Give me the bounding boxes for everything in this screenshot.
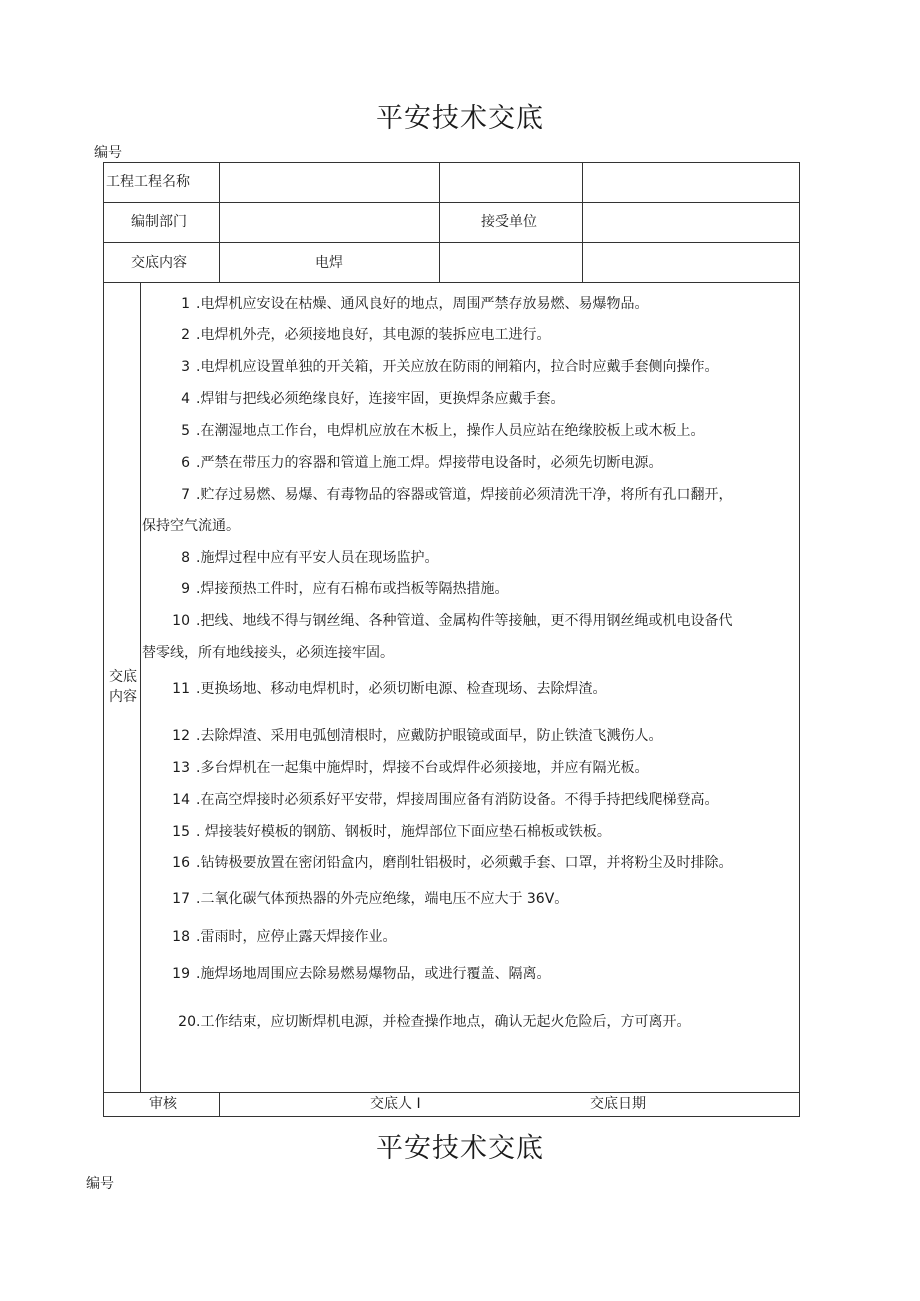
item-text: .焊钳与把线必须绝缘良好，连接牢固，更换焊条应戴手套。 <box>196 391 565 407</box>
col-divider <box>140 282 141 1092</box>
project-name-label: 工程工程名称 <box>106 174 190 190</box>
review-label: 审核 <box>149 1096 177 1112</box>
item-number: 1 <box>181 296 190 312</box>
item-text: .多台焊机在一起集中施焊时，焊接不台或焊件必须接地，并应有隔光板。 <box>196 760 649 776</box>
item-number: 18 <box>172 929 190 945</box>
list-item <box>142 853 794 873</box>
item-number: 19 <box>172 966 190 982</box>
item-number: 12 <box>172 728 190 744</box>
item-number: 16 <box>172 855 190 871</box>
content-value: 电焊 <box>315 255 343 271</box>
item-text: .焊接预热工件时，应有石棉布或挡板等隔热措施。 <box>196 581 509 597</box>
list-item <box>142 889 794 909</box>
list-item <box>142 453 794 473</box>
list-item <box>142 927 794 947</box>
page-title: 平安技术交底 <box>376 103 544 134</box>
item-number: 13 <box>172 760 190 776</box>
item-number: 9 <box>181 581 190 597</box>
page-title-next: 平安技术交底 <box>376 1133 544 1164</box>
list-item <box>142 294 794 314</box>
list-item <box>142 579 794 599</box>
item-text: .贮存过易燃、易爆、有毒物品的容器或管道，焊接前必须清洗干净，将所有孔口翻开， <box>196 487 733 503</box>
list-item <box>142 790 794 810</box>
number-label: 编号 <box>94 145 122 161</box>
dept-label: 编制部门 <box>131 214 187 230</box>
content-label: 交底内容 <box>131 255 187 271</box>
row-divider <box>104 242 799 243</box>
item-text: .把线、地线不得与钢丝绳、各种管道、金属构件等接触，更不得用钢丝绳或机电设备代 <box>196 613 733 629</box>
item-text: .雷雨时，应停止露天焊接作业。 <box>196 929 397 945</box>
side-label-line: 内容 <box>109 689 137 705</box>
item-text: .去除焊渣、采用电弧刨清根时，应戴防护眼镜或面早，防止铁渣飞溅伤人。 <box>196 728 663 744</box>
row-divider <box>104 202 799 203</box>
item-text: .在潮湿地点工作台，电焊机应放在木板上，操作人员应站在绝缘胶板上或木板上。 <box>196 423 705 439</box>
list-item <box>142 325 794 345</box>
item-text: .电焊机应设置单独的开关箱，开关应放在防雨的闸箱内，拉合时应戴手套侧向操作。 <box>196 359 719 375</box>
list-item-continuation: 保持空气流通。 <box>142 518 240 534</box>
item-text: .电焊机外壳，必须接地良好，其电源的装拆应电工进行。 <box>196 327 551 343</box>
item-number: 20 <box>178 1014 196 1030</box>
item-number: 14 <box>172 792 190 808</box>
list-item <box>142 357 794 377</box>
list-item-continuation: 替零线，所有地线接头，必须连接牢固。 <box>142 645 394 661</box>
item-number: 17 <box>172 891 190 907</box>
row-divider <box>104 1092 799 1093</box>
item-number: 10 <box>172 613 190 629</box>
item-text: .二氧化碳气体预热器的外壳应绝缘，端电压不应大于 36V。 <box>196 891 569 907</box>
list-item <box>142 726 794 746</box>
item-number: 6 <box>181 455 190 471</box>
item-number: 8 <box>181 550 190 566</box>
item-text: . 焊接装好模板的钢筋、钢板时，施焊部位下面应垫石棉板或铁板。 <box>196 824 611 840</box>
col-divider <box>219 1092 220 1117</box>
list-item <box>142 1012 794 1032</box>
item-text: .施焊场地周围应去除易燃易爆物品，或进行覆盖、隔离。 <box>196 966 551 982</box>
side-label-line: 交底 <box>109 669 137 685</box>
item-number: 3 <box>181 359 190 375</box>
col-divider <box>439 163 440 282</box>
date-label: 交底日期 <box>590 1096 646 1112</box>
item-number: 7 <box>181 487 190 503</box>
discloser-label: 交底人 I <box>370 1096 421 1112</box>
item-text: .更换场地、移动电焊机时，必须切断电源、检查现场、去除焊渣。 <box>196 681 607 697</box>
list-item <box>142 758 794 778</box>
item-text: .电焊机应安设在枯燥、通风良好的地点，周围严禁存放易燃、易爆物品。 <box>196 296 649 312</box>
list-item <box>142 421 794 441</box>
list-item <box>142 679 794 699</box>
item-text: .工作结束，应切断焊机电源，并检查操作地点，确认无起火危险后，方可离开。 <box>196 1014 691 1030</box>
item-number: 11 <box>172 681 190 697</box>
receiver-label: 接受单位 <box>481 214 537 230</box>
list-item <box>142 389 794 409</box>
item-text: .在高空焊接时必须系好平安带，焊接周围应备有消防设备。不得手持把线爬梯登高。 <box>196 792 719 808</box>
row-divider <box>104 282 799 283</box>
item-text: .施焊过程中应有平安人员在现场监护。 <box>196 550 439 566</box>
item-text: .钻铸极要放置在密闭铅盒内，磨削牡铝极时，必须戴手套、口罩，并将粉尘及时排除。 <box>196 855 733 871</box>
side-content-label <box>106 667 140 707</box>
list-item <box>142 548 794 568</box>
item-number: 4 <box>181 391 190 407</box>
col-divider <box>219 163 220 282</box>
col-divider <box>582 163 583 282</box>
item-number: 2 <box>181 327 190 343</box>
item-number: 15 <box>172 824 190 840</box>
list-item <box>142 485 794 505</box>
item-text: .严禁在带压力的容器和管道上施工焊。焊接带电设备时，必须先切断电源。 <box>196 455 663 471</box>
list-item <box>142 611 794 631</box>
item-number: 5 <box>181 423 190 439</box>
number-label-next: 编号 <box>86 1176 114 1192</box>
disclosure-table <box>103 162 800 1117</box>
list-item <box>142 964 794 984</box>
list-item <box>142 822 794 842</box>
